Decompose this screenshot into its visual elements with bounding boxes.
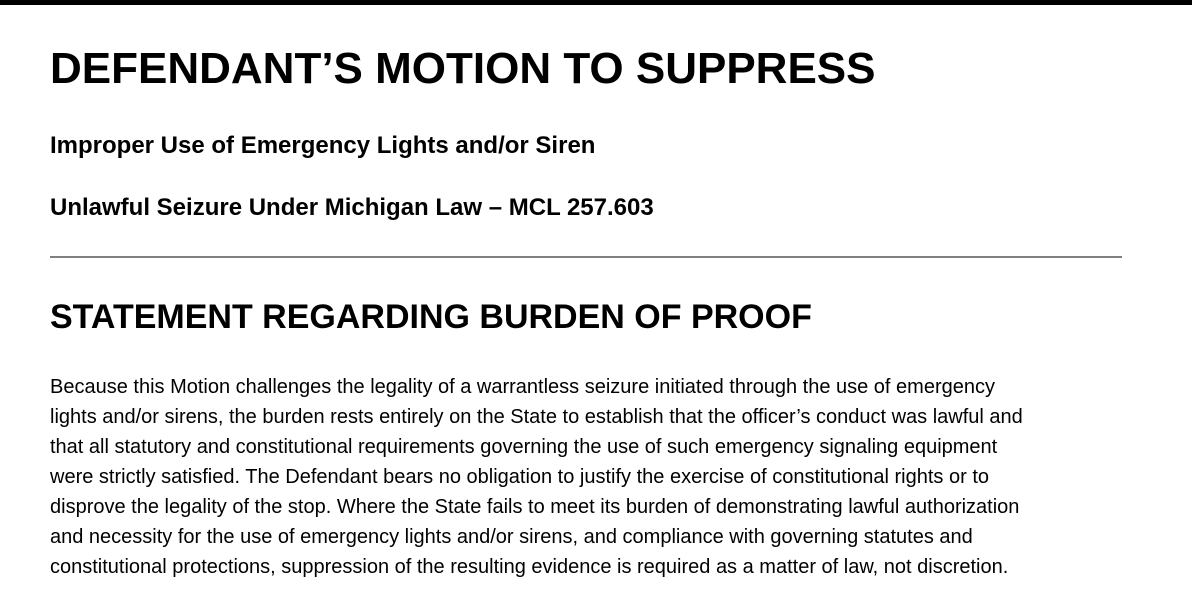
paragraph-line: and necessity for the use of emergency lights and/or sirens, and compliance with governing statutes and	[50, 526, 973, 548]
subtitle-improper-use: Improper Use of Emergency Lights and/or Siren	[50, 132, 596, 159]
paragraph-line: were strictly satisfied. The Defendant bears no obligation to justify the exercise of constitutional rights or to	[50, 466, 990, 488]
paragraph-line: lights and/or sirens, the burden rests entirely on the State to establish that the officer’s conduct was lawful and	[50, 406, 1023, 428]
paragraph-line: disprove the legality of the stop. Where the State fails to meet its burden of demonstrating lawful authorization	[50, 496, 1020, 518]
burden-of-proof-paragraph	[50, 372, 1122, 582]
section-heading-burden-of-proof: STATEMENT REGARDING BURDEN OF PROOF	[50, 298, 812, 336]
subtitle-unlawful-seizure: Unlawful Seizure Under Michigan Law – MCL 257.603	[50, 194, 654, 221]
paragraph-line: Because this Motion challenges the legality of a warrantless seizure initiated through the use of emergency	[50, 376, 995, 398]
section-divider	[50, 256, 1122, 258]
paragraph-line: constitutional protections, suppression of the resulting evidence is required as a matter of law, not discretion.	[50, 556, 1009, 578]
paragraph-line: that all statutory and constitutional requirements governing the use of such emergency signaling equipment	[50, 436, 998, 458]
document-page	[50, 0, 1122, 582]
document-title: DEFENDANT’S MOTION TO SUPPRESS	[50, 44, 876, 93]
